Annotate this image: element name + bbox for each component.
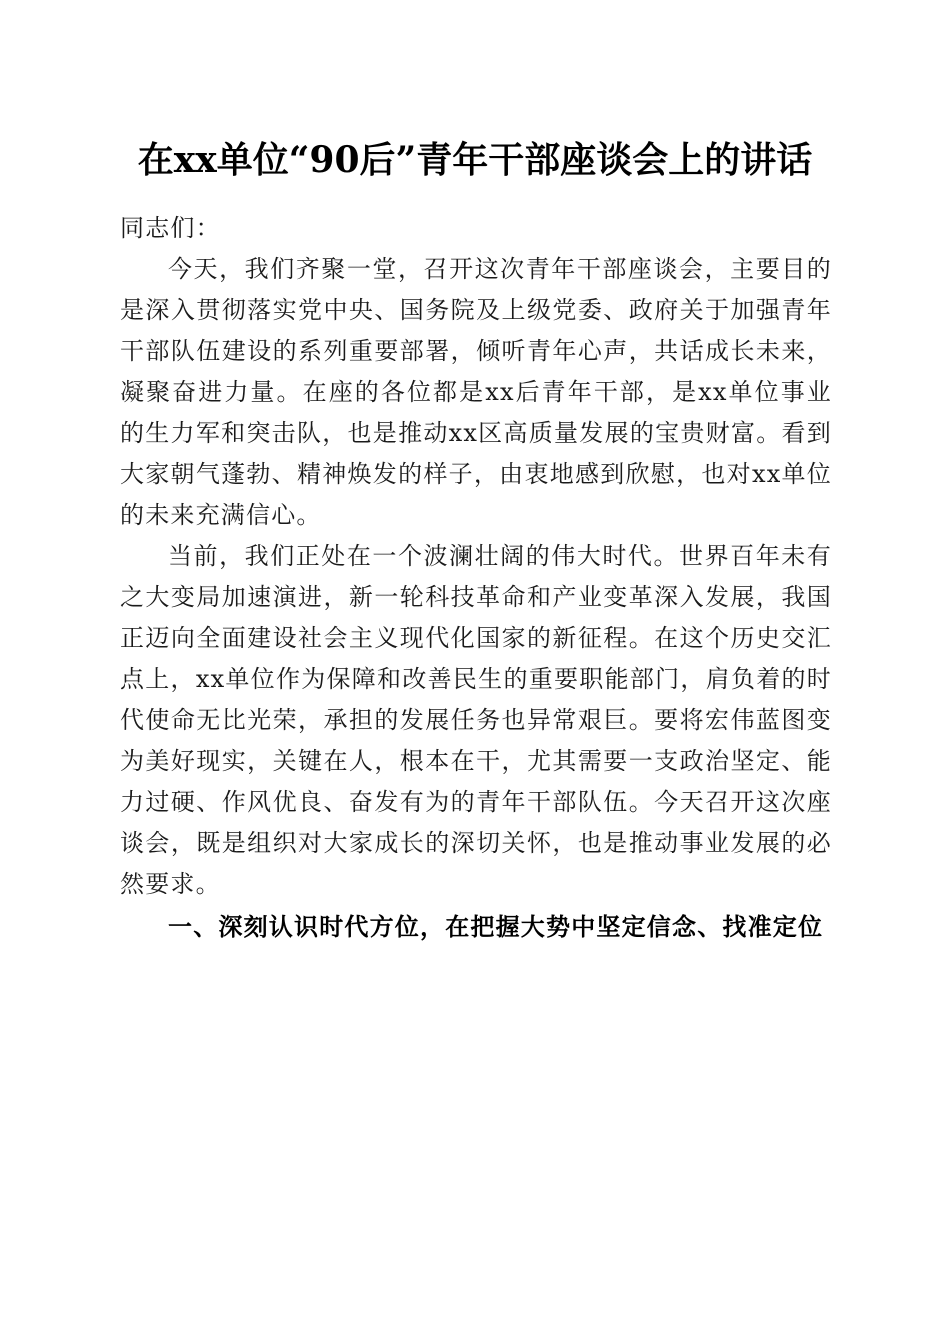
document-body — [120, 208, 832, 948]
paragraph-2: 当前，我们正处在一个波澜壮阔的伟大时代。世界百年未有之大变局加速演进，新一轮科技革命和产业变革深入发展，我国正迈向全面建设社会主义现代化国家的新征程。在这个历史交汇点上，xx单位作为保障和改善民生的重要职能部门，肩负着的时代使命无比光荣，承担的发展任务也异常艰巨。要将宏伟蓝图变为美好现实，关键在人，根本在干，尤其需要一支政治坚定、能力过硬、作风优良、奋发有为的青年干部队伍。今天召开这次座谈会，既是组织对大家成长的深切关怀，也是推动事业发展的必然要求。 — [120, 542, 832, 898]
section-heading: 一、深刻认识时代方位，在把握大势中坚定信念、找准定位 — [168, 913, 824, 941]
document-title: 在xx单位“90后”青年干部座谈会上的讲话 — [137, 139, 813, 181]
salutation: 同志们： — [120, 214, 221, 242]
paragraph-1: 今天，我们齐聚一堂，召开这次青年干部座谈会，主要目的是深入贯彻落实党中央、国务院及上级党委、政府关于加强青年干部队伍建设的系列重要部署，倾听青年心声，共话成长未来，凝聚奋进力量。在座的各位都是xx后青年干部，是xx单位事业的生力军和突击队，也是推动xx区高质量发展的宝贵财富。看到大家朝气蓬勃、精神焕发的样子，由衷地感到欣慰，也对xx单位的未来充满信心。 — [120, 255, 832, 529]
